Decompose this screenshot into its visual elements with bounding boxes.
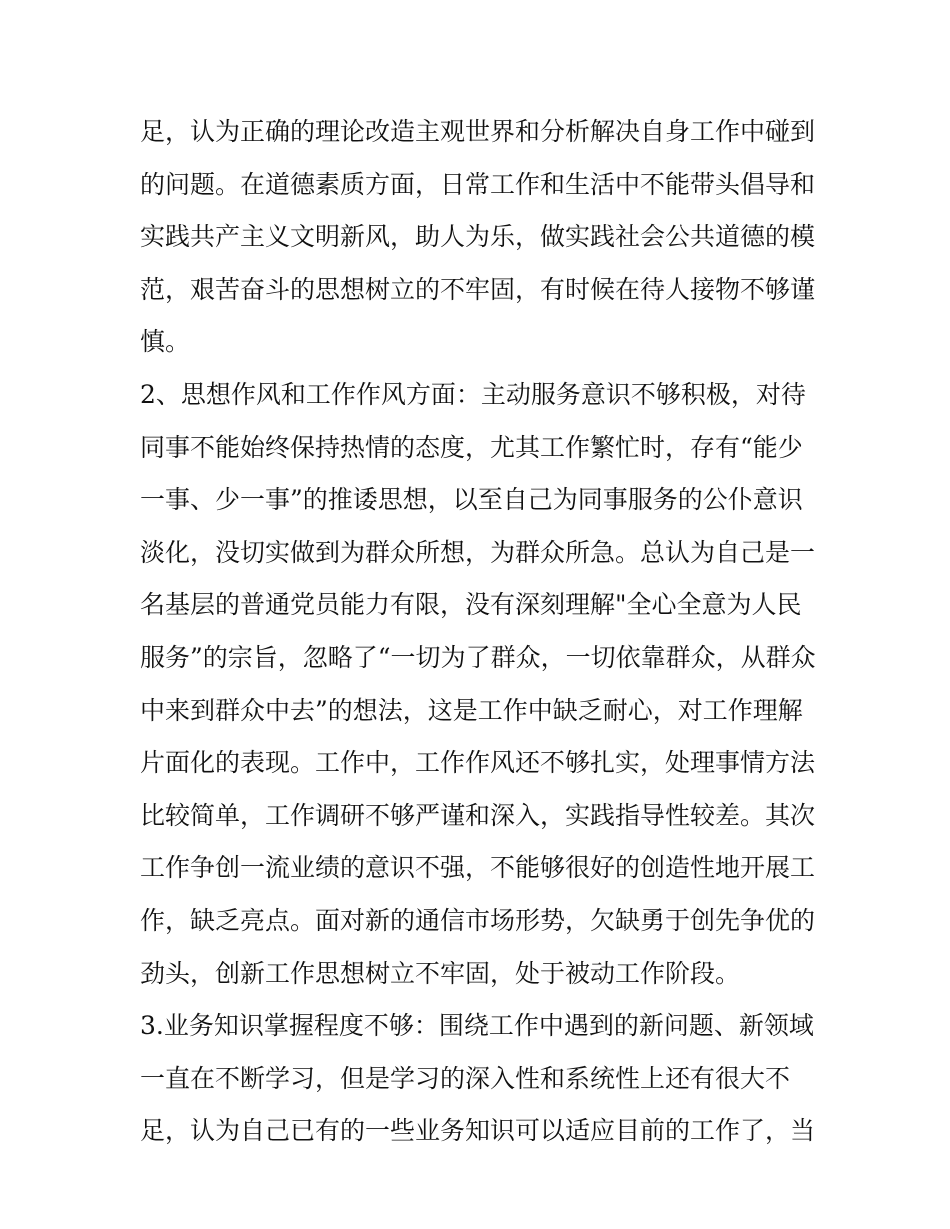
text-line-10: 名基层的普通党员能力有限，没有深刻理解"全心全意为人民	[140, 590, 802, 620]
text-line-16: 作，缺乏亮点。面对新的通信市场形势，欠缺勇于创先争优的	[140, 905, 816, 935]
text-line-17: 劲头，创新工作思想树立不牢固，处于被动工作阶段。	[140, 958, 741, 988]
text-line-9: 淡化，没切实做到为群众所想，为群众所急。总认为自己是一	[140, 537, 816, 567]
text-line-3: 实践共产主义文明新风，助人为乐，做实践社会公共道德的模	[140, 222, 816, 252]
text-line-5: 慎。	[140, 327, 191, 357]
text-line-14: 比较简单，工作调研不够严谨和深入，实践指导性较差。其次	[140, 800, 816, 830]
text-line-1: 足，认为正确的理论改造主观世界和分析解决自身工作中碰到	[140, 117, 816, 146]
text-line-11: 服务”的宗旨，忽略了“一切为了群众，一切依靠群众，从群众	[140, 642, 816, 672]
text-line-19: 一直在不断学习，但是学习的深入性和系统性上还有很大不	[140, 1063, 791, 1093]
section-3-heading-line: 3.业务知识掌握程度不够：围绕工作中遇到的新问题、新领域	[140, 1011, 814, 1041]
text-line-15: 工作争创一流业绩的意识不强，不能够很好的创造性地开展工	[140, 853, 816, 883]
text-line-2: 的问题。在道德素质方面，日常工作和生活中不能带头倡导和	[140, 169, 816, 199]
text-line-8: 一事、少一事”的推诿思想，以至自己为同事服务的公仆意识	[140, 485, 803, 515]
text-line-12: 中来到群众中去”的想法，这是工作中缺乏耐心，对工作理解	[140, 695, 803, 725]
body-text	[140, 106, 820, 1158]
text-line-20: 足，认为自己已有的一些业务知识可以适应目前的工作了，当	[140, 1116, 816, 1146]
text-line-4: 范，艰苦奋斗的思想树立的不牢固，有时候在待人接物不够谨	[140, 274, 816, 304]
text-line-7: 同事不能始终保持热情的态度，尤其工作繁忙时，存有“能少	[140, 432, 803, 462]
text-line-13: 片面化的表现。工作中，工作作风还不够扎实，处理事情方法	[140, 748, 816, 778]
section-2-heading-line: 2、思想作风和工作作风方面：主动服务意识不够积极，对待	[140, 379, 806, 409]
